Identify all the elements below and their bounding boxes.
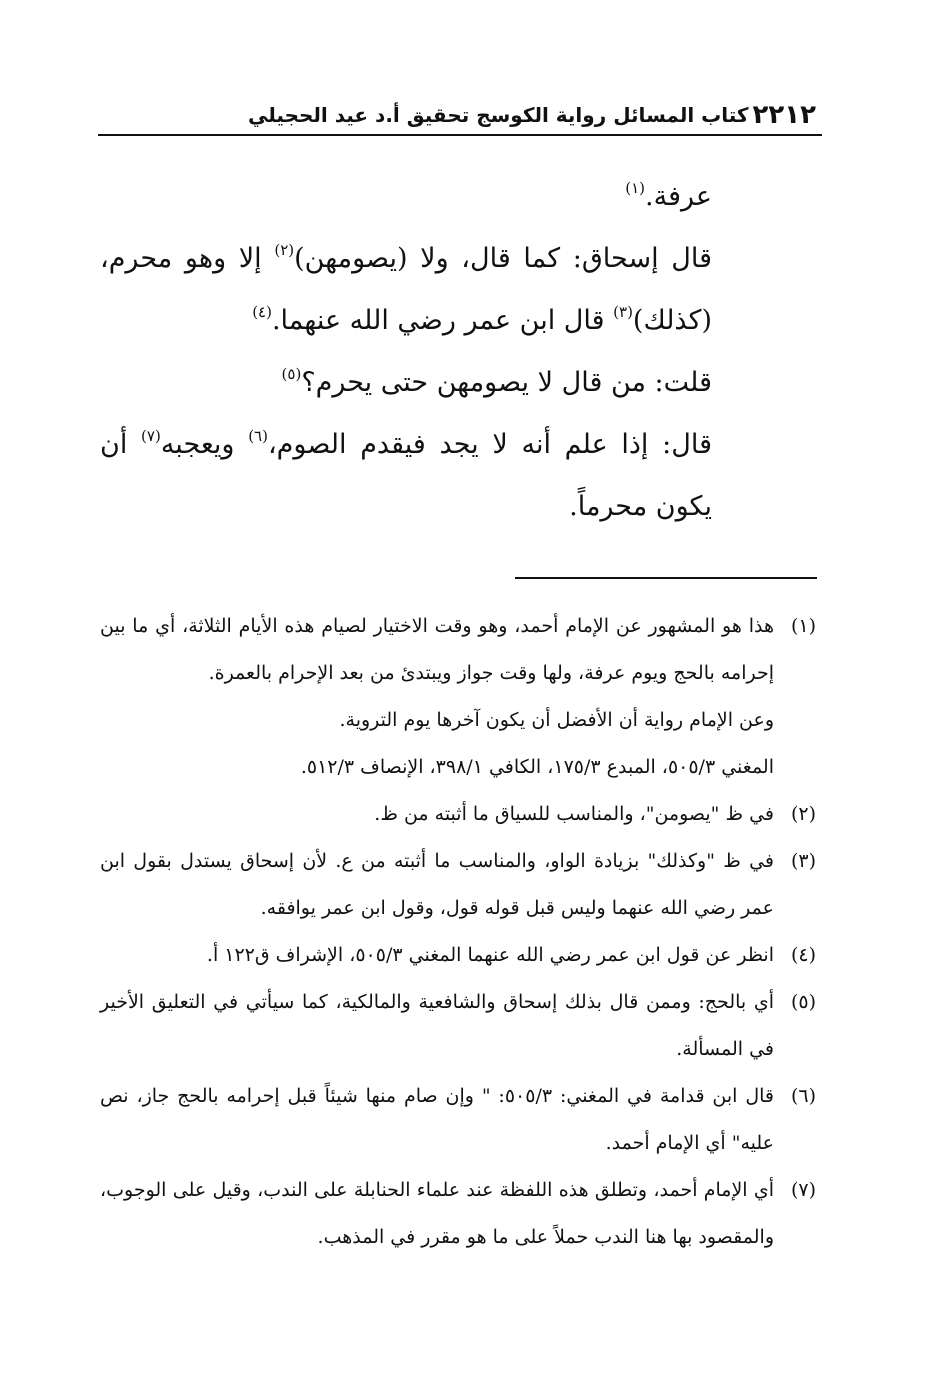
footnote-5 (100, 979, 816, 1073)
paragraph-4 (100, 414, 712, 538)
footnotes (100, 603, 816, 1261)
footnote-1-continuation: وعن الإمام رواية أن الأفضل أن يكون آخرها يوم التروية. (339, 709, 774, 731)
paragraph-2 (100, 228, 712, 352)
footnote-divider (515, 577, 817, 579)
paragraph-1-text: عرفة. (645, 181, 712, 212)
footnote-text: انظر عن قول ابن عمر رضي الله عنهما المغني ٥٠٥/٣، الإشراف ق١٢٢ أ. (206, 944, 774, 966)
paragraph-3 (100, 352, 712, 414)
footnote-number: (٥) (790, 991, 816, 1013)
paragraph-2-part-c: قال ابن عمر رضي الله عنهما. (271, 305, 614, 336)
footnote-text: قال ابن قدامة في المغني: ٥٠٥/٣: " وإن صام منها شيئاً قبل إحرامه بالحج جاز، نص عليه" أي الإمام أحمد. (100, 1085, 774, 1154)
footnote-1-sources: المغني ٥٠٥/٣، المبدع ١٧٥/٣، الكافي ٣٩٨/١، الإنصاف ٥١٢/٣. (300, 756, 774, 778)
footnote-1 (100, 603, 816, 697)
paragraph-4-part-c: أن يكون محرماً. (100, 429, 712, 522)
running-title: كتاب المسائل رواية الكوسج تحقيق أ.د عيد الحجيلي (248, 103, 749, 127)
footnote-number: (٣) (790, 850, 816, 872)
footnote-number: (٧) (790, 1179, 816, 1201)
main-text (100, 166, 712, 538)
footnote-ref-5: (٥) (281, 365, 302, 383)
paragraph-4-part-a: قال: إذا علم أنه لا يجد فيقدم الصوم، (267, 429, 712, 460)
footnote-2 (100, 791, 816, 838)
footnote-text: في ظ "يصومن"، والمناسب للسياق ما أثبته من ظ. (374, 803, 774, 825)
paragraph-2-part-a: قال إسحاق: كما قال، ولا (يصومهن) (294, 243, 712, 274)
footnote-ref-4: (٤) (252, 303, 272, 321)
footnote-ref-3: (٣) (613, 303, 633, 321)
paragraph-4-part-b: ويعجبه (160, 429, 249, 460)
footnote-number: (٦) (790, 1085, 816, 1107)
footnote-ref-2: (٢) (274, 241, 295, 259)
footnote-6 (100, 1073, 816, 1167)
paragraph-3-text: قلت: من قال لا يصومهن حتى يحرم؟ (301, 367, 712, 398)
paragraph-2-part-b: إلا وهو محرم، (كذلك) (100, 243, 712, 336)
footnote-ref-1: (١) (625, 179, 646, 197)
footnote-ref-6: (٦) (248, 427, 268, 445)
footnote-number: (٤) (790, 944, 816, 966)
footnote-number: (١) (790, 615, 816, 637)
footnote-text: هذا هو المشهور عن الإمام أحمد، وهو وقت الاختيار لصيام هذه الأيام الثلاثة، أي ما بين إحرامه بالحج ويوم عرفة، ولها وقت جواز ويبتدئ من بعد الإحرام بالعمرة. (100, 615, 774, 684)
page-header (98, 92, 822, 136)
footnote-7 (100, 1167, 816, 1261)
paragraph-1 (100, 166, 712, 228)
footnote-ref-7: (٧) (141, 427, 161, 445)
footnote-text: في ظ "وكذلك" بزيادة الواو، والمناسب ما أثبته من ع. لأن إسحاق يستدل بقول ابن عمر رضي الله عنهما وليس قبل قوله قول، وقول ابن عمر يوافقه. (100, 850, 774, 919)
footnote-3 (100, 838, 816, 932)
footnote-text: أي بالحج: وممن قال بذلك إسحاق والشافعية والمالكية، كما سيأتي في التعليق الأخير في المسألة. (100, 991, 774, 1060)
footnote-4 (100, 932, 816, 979)
footnote-number: (٢) (790, 803, 816, 825)
footnote-text: أي الإمام أحمد، وتطلق هذه اللفظة عند علماء الحنابلة على الندب، وقيل على الوجوب، والمقصود بها هنا الندب حملاً على ما هو مقرر في المذهب. (100, 1179, 774, 1248)
page-number: ٢٢١٢ (752, 100, 816, 130)
